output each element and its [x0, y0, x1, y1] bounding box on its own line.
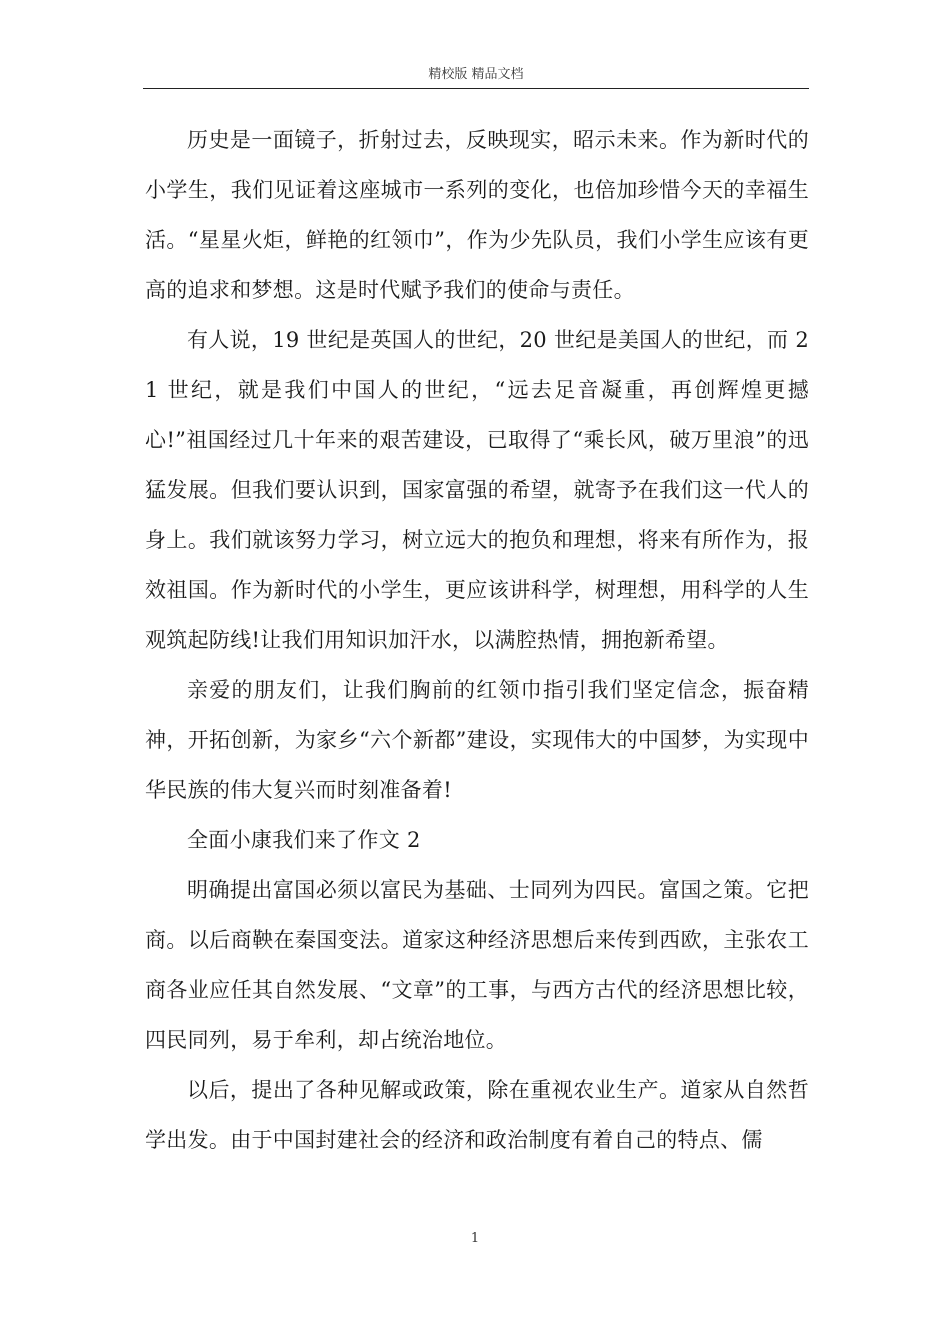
paragraph-2: 有人说，19 世纪是英国人的世纪，20 世纪是美国人的世纪，而 21 世纪，就是我们中国人的世纪，“远去足音凝重，再创辉煌更撼心!”祖国经过几十年来的艰苦建设，已取得了“乘长风，破万里浪”的迅猛发展。但我们要认识到，国家富强的希望，就寄予在我们这一代人的身上。我们就该努力学习，树立远大的抱负和理想，将来有所作为，报效祖国。作为新时代的小学生，更应该讲科学，树理想，用科学的人生观筑起防线!让我们用知识加汗水，以满腔热情，拥抱新希望。 [145, 328, 809, 652]
paragraph-5: 以后，提出了各种见解或政策，除在重视农业生产。道家从自然哲学出发。由于中国封建社会的经济和政治制度有着自己的特点、儒 [145, 1078, 809, 1152]
paragraph-1: 历史是一面镜子，折射过去，反映现实，昭示未来。作为新时代的小学生，我们见证着这座城市一系列的变化，也倍加珍惜今天的幸福生活。“星星火炬，鲜艳的红领巾”，作为少先队员，我们小学生应该有更高的追求和梦想。这是时代赋予我们的使命与责任。 [145, 128, 809, 302]
section-heading: 全面小康我们来了作文 2 [187, 828, 421, 852]
page-number: 1 [470, 1231, 480, 1246]
paragraph-3: 亲爱的朋友们，让我们胸前的红领巾指引我们坚定信念，振奋精神，开拓创新，为家乡“六个新都”建设，实现伟大的中国梦，为实现中华民族的伟大复兴而时刻准备着! [145, 678, 809, 802]
paragraph-4: 明确提出富国必须以富民为基础、士同列为四民。富国之策。它把商。以后商鞅在秦国变法。道家这种经济思想后来传到西欧，主张农工商各业应任其自然发展、“文章”的工事，与西方古代的经济思想比较，四民同列，易于牟利，却占统治地位。 [145, 878, 809, 1052]
document-body [145, 115, 809, 1165]
page-header: 精校版 精品文档 [428, 67, 524, 82]
header-divider [143, 88, 809, 89]
